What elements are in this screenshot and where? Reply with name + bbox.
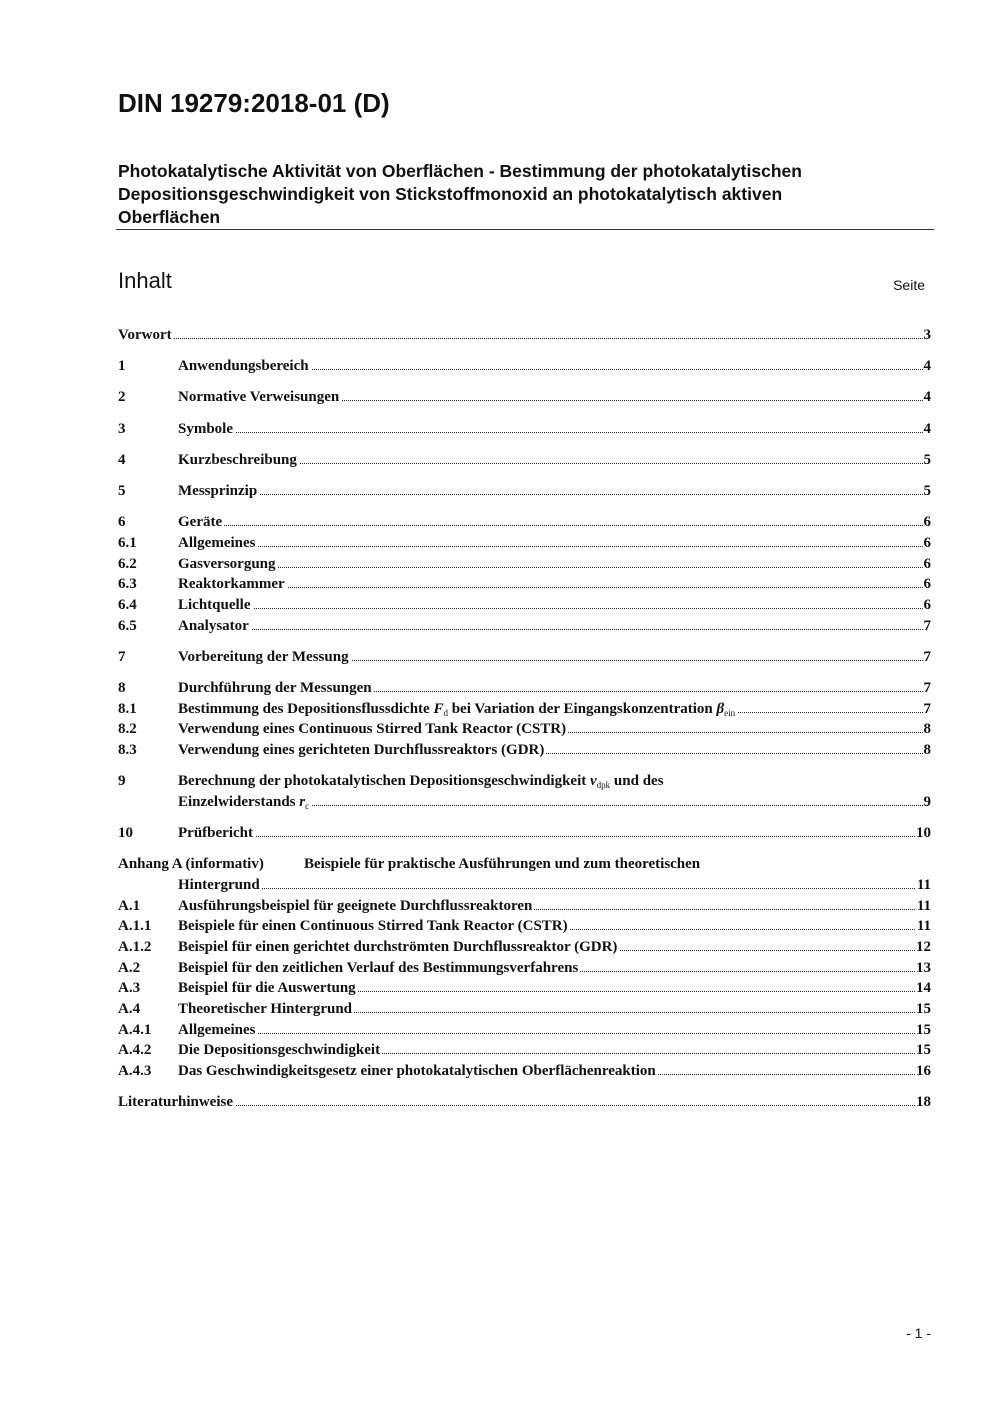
toc-section-number: 3 (118, 420, 126, 437)
title-part: und des (610, 773, 664, 790)
toc-annex-label: Anhang A (informativ) (118, 856, 264, 873)
toc-page-number: 11 (916, 918, 931, 935)
leader-dots (178, 608, 931, 609)
toc-entry-title: Geräte (178, 514, 223, 531)
toc-entry-title: Theoretischer Hintergrund (178, 1001, 353, 1018)
toc-entry-title: Beispiel für die Auswertung (178, 980, 356, 997)
symbol-v: v (590, 773, 597, 790)
toc-entry-title: Beispiele für praktische Ausführungen und zum theoretischen (304, 856, 701, 873)
toc-section-number: 2 (118, 389, 126, 406)
toc-heading: Inhalt (118, 268, 172, 293)
toc-entry-a-1[interactable] (118, 898, 931, 919)
toc-section-number: 8.2 (118, 721, 137, 738)
toc-entry-title: Kurzbeschreibung (178, 451, 297, 468)
leader-dots (178, 1033, 931, 1034)
toc-page-number: 6 (923, 514, 931, 531)
toc-entry-a-1-2[interactable] (118, 939, 931, 960)
toc-entry-title: Beispiele für einen Continuous Stirred Tank Reactor (CSTR) (178, 918, 568, 935)
toc-page-number: 5 (923, 451, 931, 468)
toc-entry-title: Ausführungsbeispiel für geeignete Durchflussreaktoren (178, 897, 533, 914)
toc-entry-title: Das Geschwindigkeitsgesetz einer photokatalytischen Oberflächenreaktion (178, 1063, 656, 1080)
toc-entry-title: Lichtquelle (178, 596, 251, 613)
title-part: Bestimmung des Depositionsflussdichte (178, 700, 434, 717)
toc-entry-title: Anwendungsbereich (178, 358, 309, 375)
toc-section-number: A.1.2 (118, 939, 152, 955)
toc-entry-title: Verwendung eines Continuous Stirred Tank Reactor (CSTR) (178, 721, 567, 738)
toc-entry-6-4[interactable] (118, 597, 931, 618)
toc-section-number: 6 (118, 514, 126, 531)
toc-entry-8-1[interactable] (118, 701, 931, 722)
toc-page-number: 15 (916, 1021, 931, 1038)
toc-entry-anhang-a-continued[interactable] (118, 877, 931, 898)
toc-entry-7[interactable] (118, 649, 931, 670)
subtitle-line: Oberflächen (118, 207, 221, 227)
leader-dots (178, 587, 931, 588)
leader-dots (178, 432, 931, 433)
toc-section-number: A.4.3 (118, 1063, 152, 1080)
toc-page-number: 15 (916, 1042, 931, 1059)
toc-page-number: 6 (923, 596, 931, 613)
toc-page-number: 10 (916, 825, 931, 842)
toc-entry-8-3[interactable] (118, 742, 931, 763)
toc-page-number: 6 (923, 576, 931, 593)
leader-dots (178, 567, 931, 568)
toc-section-number: 6.2 (118, 555, 137, 572)
toc-entry-title: Vorbereitung der Messung (178, 648, 349, 665)
subscript: dpk (596, 780, 611, 791)
toc-entry-title: Gasversorgung (178, 555, 276, 572)
title-part: Berechnung der photokatalytischen Depositionsgeschwindigkeit (178, 773, 590, 790)
document-id: DIN 19279:2018-01 (D) (118, 88, 390, 118)
toc-entry-6-2[interactable] (118, 556, 931, 577)
toc-entry-title: Prüfbericht (178, 825, 253, 842)
toc-section-number: A.4.1 (118, 1021, 152, 1038)
toc-section-number: 6.1 (118, 534, 137, 551)
symbol-beta: β (716, 700, 725, 717)
toc-section-number: A.2 (118, 959, 141, 976)
toc-entry-title: Verwendung eines gerichteten Durchflussreaktors (GDR) (178, 742, 545, 758)
leader-dots (178, 494, 931, 495)
toc-page-number: 4 (923, 358, 931, 375)
table-of-contents (118, 327, 931, 1115)
title-divider (116, 229, 934, 230)
toc-entry-title: Symbole (178, 420, 234, 437)
toc-section-number: 8.1 (118, 700, 137, 717)
subscript: ein (724, 707, 736, 718)
page-column-label: Seite (893, 277, 925, 293)
toc-page-number: 4 (923, 389, 931, 406)
toc-entry-title: Durchführung der Messungen (178, 679, 372, 696)
toc-section-number: A.4 (118, 1001, 141, 1018)
toc-section-number: 8.3 (118, 742, 137, 758)
toc-entry-title-continued: Hintergrund (178, 876, 260, 893)
leader-dots (118, 338, 931, 339)
toc-entry-label: Literaturhinweise (118, 1094, 233, 1111)
toc-entry-6[interactable] (118, 514, 931, 535)
toc-page-number: 5 (923, 482, 931, 499)
toc-section-number: 8 (118, 679, 126, 696)
toc-entry-8-2[interactable] (118, 721, 931, 742)
toc-page-number: 8 (923, 721, 931, 738)
leader-dots (178, 546, 931, 547)
toc-entry-a-4-2[interactable] (118, 1042, 931, 1063)
title-part: bei Variation der Eingangskonzentration (447, 700, 717, 717)
toc-section-number: 9 (118, 773, 126, 790)
toc-page-number: 7 (923, 700, 931, 717)
toc-section-number: A.3 (118, 980, 141, 997)
toc-entry-2[interactable] (118, 389, 931, 410)
toc-entry-title (178, 773, 666, 790)
toc-section-number: 6.5 (118, 617, 137, 634)
toc-entry-title: Messprinzip (178, 482, 258, 499)
toc-page-number: 7 (923, 648, 931, 665)
toc-page-number: 6 (923, 555, 931, 572)
toc-section-number: 5 (118, 482, 126, 499)
toc-entry-8[interactable] (118, 680, 931, 701)
toc-page-number: 11 (916, 897, 931, 914)
document-subtitle (118, 160, 918, 229)
toc-entry-title: Allgemeines (178, 534, 256, 551)
toc-section-number: 6.4 (118, 596, 137, 613)
toc-entry-a-4-3[interactable] (118, 1063, 931, 1084)
page-number-footer: - 1 - (906, 1325, 931, 1341)
subtitle-line: Depositionsgeschwindigkeit von Stickstoffmonoxid an photokatalytisch aktiven (118, 184, 783, 204)
toc-entry-10[interactable] (118, 825, 931, 846)
leader-dots (178, 888, 931, 889)
toc-entry-title-continued (178, 794, 311, 811)
title-part: Einzelwiderstands (178, 793, 300, 810)
toc-entry-title: Normative Verweisungen (178, 389, 340, 406)
toc-page-number: 11 (916, 876, 931, 893)
toc-entry-title: Reaktorkammer (178, 576, 285, 593)
toc-section-number: 7 (118, 648, 126, 665)
toc-page-number: 3 (923, 327, 931, 343)
toc-section-number: 1 (118, 358, 126, 375)
toc-entry-a-2[interactable] (118, 960, 931, 981)
toc-section-number: 6.3 (118, 576, 137, 593)
toc-entry-1[interactable] (118, 358, 931, 379)
toc-entry-title: Beispiel für einen gerichtet durchströmten Durchflussreaktor (GDR) (178, 939, 618, 955)
toc-entry-title: Beispiel für den zeitlichen Verlauf des Bestimmungsverfahrens (178, 959, 579, 976)
toc-entry-6-3[interactable] (118, 576, 931, 597)
leader-dots (178, 629, 931, 630)
toc-section-number: A.4.2 (118, 1042, 152, 1059)
leader-dots (118, 1105, 931, 1106)
toc-entry-a-4[interactable] (118, 1001, 931, 1022)
toc-entry-title (178, 701, 737, 718)
toc-entry-9-continued[interactable] (118, 794, 931, 815)
toc-entry-vorwort[interactable] (118, 327, 931, 348)
leader-dots (178, 836, 931, 837)
toc-page-number: 7 (923, 679, 931, 696)
toc-entry-3[interactable] (118, 421, 931, 442)
toc-entry-a-4-1[interactable] (118, 1022, 931, 1043)
toc-entry-6-1[interactable] (118, 535, 931, 556)
toc-entry-a-1-1[interactable] (118, 918, 931, 939)
toc-entry-literaturhinweise[interactable] (118, 1094, 931, 1115)
subscript: c (305, 800, 310, 811)
toc-entry-a-3[interactable] (118, 980, 931, 1001)
toc-entry-title: Analysator (178, 617, 249, 634)
toc-entry-6-5[interactable] (118, 618, 931, 639)
toc-entry-anhang-a[interactable] (118, 856, 931, 877)
toc-entry-title: Die Depositionsgeschwindigkeit (178, 1042, 381, 1059)
toc-entry-title: Allgemeines (178, 1021, 256, 1038)
toc-entry-label: Vorwort (118, 327, 172, 343)
toc-page-number: 18 (916, 1094, 931, 1111)
toc-page-number: 4 (923, 420, 931, 437)
toc-entry-5[interactable] (118, 483, 931, 504)
toc-page-number: 15 (916, 1001, 931, 1018)
subtitle-line: Photokatalytische Aktivität von Oberflächen - Bestimmung der photokatalytischen (118, 161, 802, 181)
toc-page-number: 14 (916, 980, 931, 997)
toc-section-number: 10 (118, 825, 133, 842)
toc-page-number: 13 (916, 959, 931, 976)
leader-dots (178, 525, 931, 526)
toc-page-number: 7 (923, 617, 931, 634)
toc-entry-4[interactable] (118, 452, 931, 473)
toc-section-number: A.1 (118, 897, 141, 914)
symbol-F: F (433, 700, 444, 717)
toc-section-number: 4 (118, 451, 126, 468)
subscript: d (443, 707, 448, 718)
toc-page-number: 16 (916, 1063, 931, 1080)
toc-page-number: 12 (916, 939, 931, 955)
toc-page-number: 6 (923, 534, 931, 551)
toc-page-number: 8 (923, 742, 931, 758)
toc-section-number: A.1.1 (118, 918, 152, 935)
symbol-r: r (299, 793, 306, 810)
toc-page-number: 9 (923, 793, 931, 810)
toc-entry-9[interactable] (118, 773, 931, 794)
